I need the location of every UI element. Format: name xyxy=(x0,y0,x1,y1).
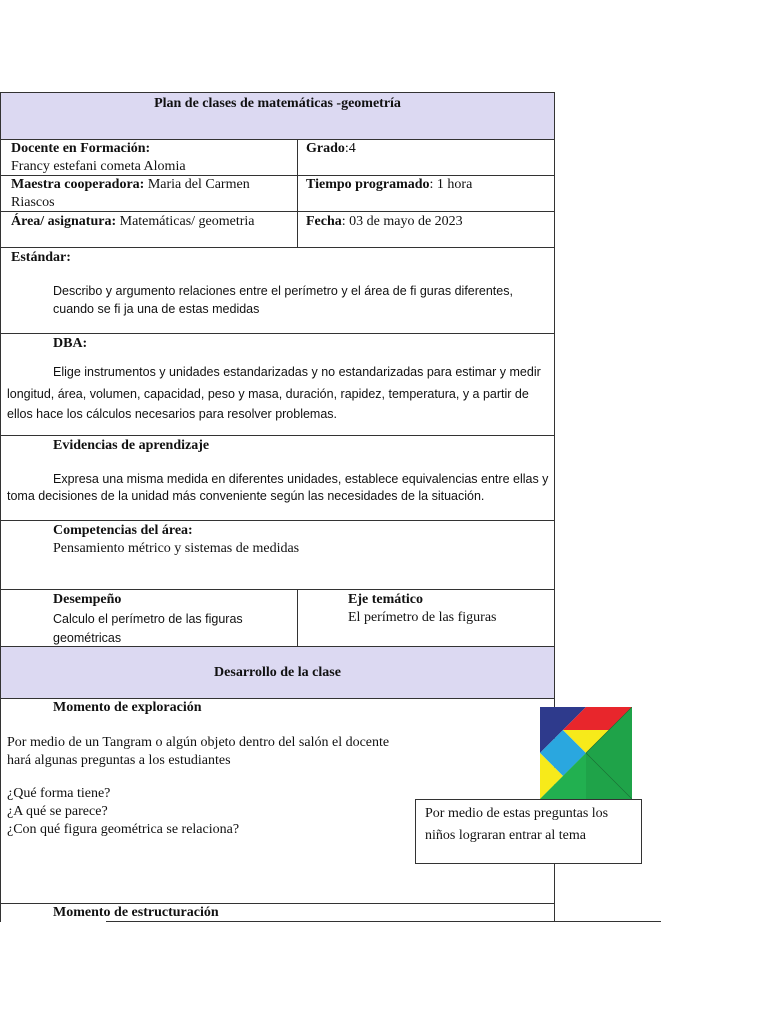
competencias-value: Pensamiento métrico y sistemas de medidas xyxy=(53,541,300,556)
area-value: Matemáticas/ geometria xyxy=(116,214,255,229)
docente-label: Docente en Formación: xyxy=(11,141,151,156)
maestra-row xyxy=(0,175,555,211)
eje-label: Eje temático xyxy=(348,592,424,607)
evidencias-line1: Expresa una misma medida en diferentes unidades, establece equivalencias entre ellas y xyxy=(53,472,549,486)
note-box xyxy=(415,799,642,864)
eje-value: El perímetro de las figuras xyxy=(348,610,497,625)
table-bottom-border xyxy=(106,921,661,922)
question-1: ¿Qué forma tiene? xyxy=(7,786,111,801)
fecha-label: Fecha xyxy=(306,214,342,229)
tiempo-cell xyxy=(306,176,472,194)
estandar-line2: cuando se fi ja una de estas medidas xyxy=(53,302,260,316)
tangram-image xyxy=(540,707,632,799)
docente-value: Francy estefani cometa Alomia xyxy=(11,159,186,174)
maestra-value: Maria del Carmen xyxy=(144,177,250,192)
tiempo-value: : 1 hora xyxy=(429,177,473,192)
dba-row xyxy=(0,333,555,435)
evidencias-row xyxy=(0,435,555,520)
question-3: ¿Con qué figura geométrica se relaciona? xyxy=(7,822,240,837)
docente-row xyxy=(0,139,555,175)
note-line1: Por medio de estas preguntas los xyxy=(425,806,609,821)
desarrollo-title: Desarrollo de la clase xyxy=(214,665,341,680)
fecha-cell xyxy=(306,213,463,231)
tiempo-label: Tiempo programado xyxy=(306,177,430,192)
competencias-row xyxy=(0,520,555,589)
grado-value: :4 xyxy=(344,141,356,156)
desempeno-line2: geométricas xyxy=(53,631,122,645)
exploracion-line1: Por medio de un Tangram o algún objeto dentro del salón el docente xyxy=(7,735,390,750)
evidencias-label: Evidencias de aprendizaje xyxy=(53,438,210,453)
docente-cell xyxy=(11,140,150,158)
grado-cell xyxy=(306,140,356,158)
area-label: Área/ asignatura: xyxy=(11,214,117,229)
estandar-label: Estándar: xyxy=(11,250,71,265)
competencias-label: Competencias del área: xyxy=(53,523,193,538)
area-cell xyxy=(11,213,255,231)
desempeno-label: Desempeño xyxy=(53,592,122,607)
desempeno-row xyxy=(0,589,555,646)
evidencias-line2: toma decisiones de la unidad más conveniente según las necesidades de la situación. xyxy=(7,489,485,503)
exploracion-label: Momento de exploración xyxy=(53,700,202,715)
estructuracion-label: Momento de estructuración xyxy=(53,905,219,920)
maestra-cell xyxy=(11,176,250,194)
grado-label: Grado xyxy=(306,141,345,156)
page-title: Plan de clases de matemáticas -geometría xyxy=(154,96,401,111)
dba-line1: Elige instrumentos y unidades estandarizadas y no estandarizadas para estimar y medir xyxy=(53,365,541,379)
estandar-line1: Describo y argumento relaciones entre el perímetro y el área de fi guras diferentes, xyxy=(53,284,513,298)
dba-label: DBA: xyxy=(53,336,88,351)
fecha-value: : 03 de mayo de 2023 xyxy=(341,214,463,229)
estandar-row xyxy=(0,247,555,333)
desarrollo-row xyxy=(0,646,555,698)
maestra-value-line2: Riascos xyxy=(11,195,55,210)
maestra-label: Maestra cooperadora: xyxy=(11,177,145,192)
note-line2: niños lograran entrar al tema xyxy=(425,828,586,843)
title-row xyxy=(0,92,555,139)
dba-line2: longitud, área, volumen, capacidad, peso y masa, duración, rapidez, temperatura, y a partir de xyxy=(7,387,529,401)
question-2: ¿A qué se parece? xyxy=(7,804,108,819)
desempeno-line1: Calculo el perímetro de las figuras xyxy=(53,612,243,626)
area-row xyxy=(0,211,555,247)
estructuracion-row xyxy=(0,903,555,922)
dba-line3: ellos hace los cálculos necesarios para resolver problemas. xyxy=(7,407,338,421)
exploracion-line2: hará algunas preguntas a los estudiantes xyxy=(7,753,231,768)
